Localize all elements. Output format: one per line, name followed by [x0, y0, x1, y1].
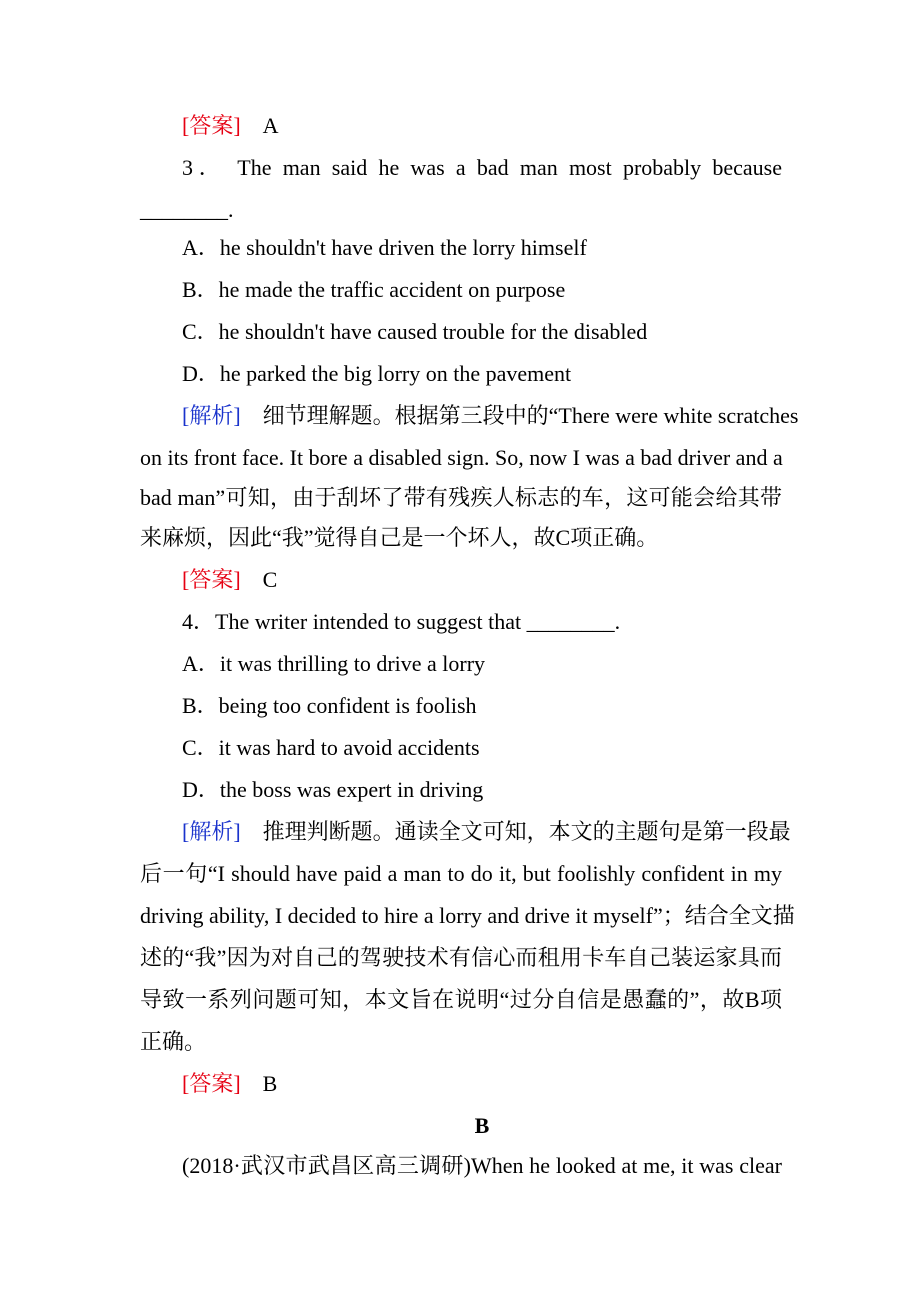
question-3-option-b: B．he made the traffic accident on purpose — [182, 277, 566, 302]
answer-value: B — [262, 1071, 278, 1096]
question-4-option-c: C．it was hard to avoid accidents — [182, 735, 480, 760]
question-4-option-b: B．being too confident is foolish — [182, 693, 477, 718]
question-3-option-c: C．he shouldn't have caused trouble for the disabled — [182, 319, 648, 344]
analysis-4-line-4: 述的“我”因为对自己的驾驶技术有信心而租用卡车自己装运家具而 — [140, 945, 782, 970]
analysis-3-line-2: on its front face. It bore a disabled sign. So, now I was a bad driver and a — [140, 445, 783, 470]
question-3-stem: 3． The man said he was a bad man most probably because — [182, 155, 782, 180]
answer-label: [答案] — [182, 113, 241, 138]
answer-line-3 — [182, 566, 782, 594]
analysis-4-line-2: 后一句“I should have paid a man to do it, but foolishly confident in my — [140, 861, 782, 886]
answer-value: A — [262, 113, 279, 138]
answer-label: [答案] — [182, 567, 241, 592]
analysis-4-line-5: 导致一系列问题可知，本文旨在说明“过分自信是愚蠢的”，故B项 — [140, 987, 782, 1012]
answer-value: C — [262, 567, 278, 592]
question-4-option-a: A．it was thrilling to drive a lorry — [182, 651, 486, 676]
section-title: B — [474, 1113, 490, 1138]
analysis-3-text-1: 细节理解题。根据第三段中的“There were white scratches — [262, 403, 799, 428]
answer-line-1 — [182, 112, 782, 140]
question-4-option-d: D．the boss was expert in driving — [182, 777, 484, 802]
answer-label: [答案] — [182, 1071, 241, 1096]
analysis-3-line-1 — [182, 402, 799, 430]
question-3-option-a: A．he shouldn't have driven the lorry himself — [182, 235, 587, 260]
question-4-stem: 4．The writer intended to suggest that ________. — [182, 609, 621, 634]
answer-line-4 — [182, 1070, 782, 1098]
question-3-option-d: D．he parked the big lorry on the pavement — [182, 361, 572, 386]
analysis-label: [解析] — [182, 819, 241, 844]
analysis-4-text-1: 推理判断题。通读全文可知，本文的主题句是第一段最 — [262, 819, 791, 844]
analysis-4-line-3: driving ability, I decided to hire a lorry and drive it myself”；结合全文描 — [140, 903, 795, 928]
analysis-label: [解析] — [182, 403, 241, 428]
analysis-3-line-4: 来麻烦，因此“我”觉得自己是一个坏人，故C项正确。 — [140, 525, 659, 550]
analysis-4-line-1 — [182, 818, 791, 846]
analysis-3-line-3: bad man”可知，由于刮坏了带有残疾人标志的车，这可能会给其带 — [140, 485, 782, 510]
passage-first-line: (2018·武汉市武昌区高三调研)When he looked at me, it was clear — [182, 1153, 782, 1178]
analysis-4-line-6: 正确。 — [140, 1029, 207, 1054]
question-3-blank: ________. — [140, 197, 234, 222]
